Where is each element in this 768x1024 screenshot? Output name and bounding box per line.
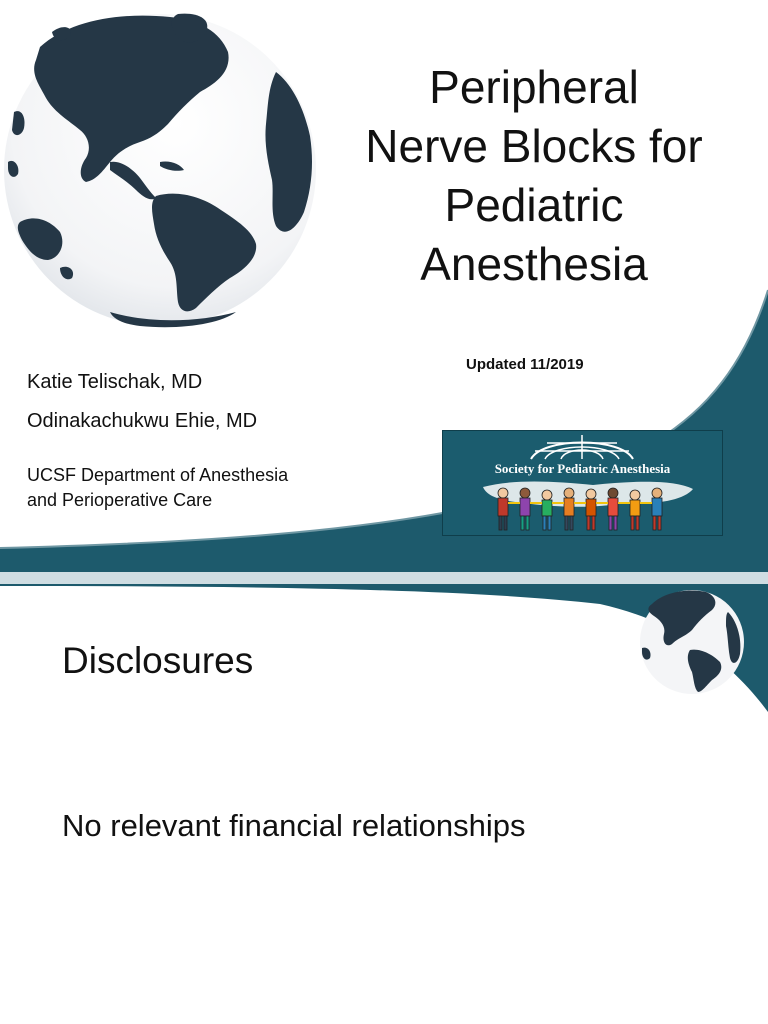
title-line: Pediatric (444, 179, 624, 231)
society-logo (442, 430, 723, 536)
logo-text: Society for Pediatric Anesthesia (494, 461, 671, 476)
slide-title: Disclosures (62, 640, 254, 681)
slide-body-text: No relevant financial relationships (62, 808, 526, 843)
globe-icon (0, 12, 320, 328)
affiliation-line: UCSF Department of Anesthesia (27, 465, 289, 485)
affiliation-line: and Perioperative Care (27, 490, 213, 510)
author-name: Katie Telischak, MD (27, 371, 203, 393)
affiliation (27, 463, 288, 513)
children-chain-illustration (493, 485, 673, 535)
author-name: Odinakachukwu Ehie, MD (27, 410, 258, 432)
title-line: Nerve Blocks for (365, 120, 703, 172)
globe-icon (636, 588, 748, 696)
disclosures-slide (0, 584, 768, 1024)
title-line: Peripheral (429, 61, 639, 113)
updated-date: Updated 11/2019 (466, 356, 584, 373)
slide-title (330, 58, 738, 294)
title-line: Anesthesia (420, 238, 648, 290)
